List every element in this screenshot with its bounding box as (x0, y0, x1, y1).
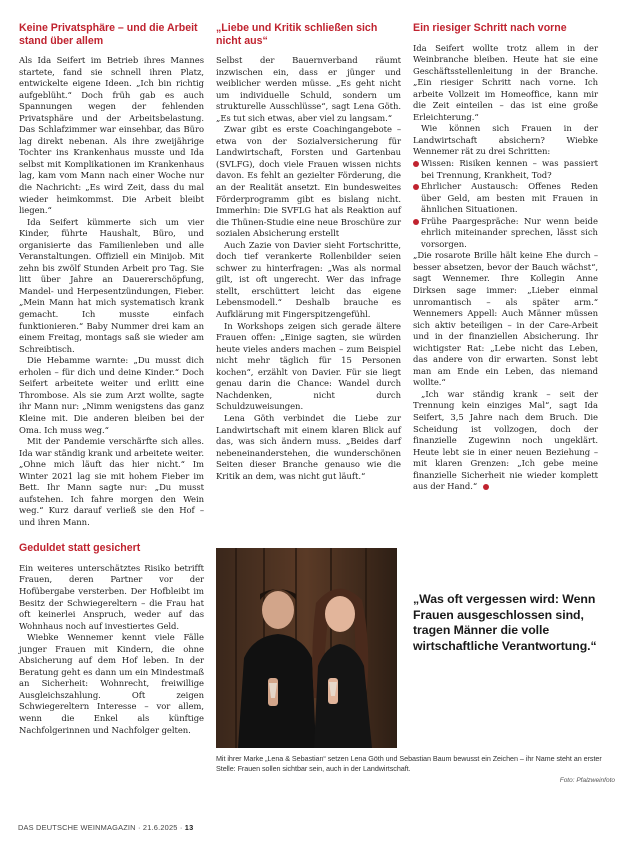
paragraph: In Workshops zeigen sich gerade ältere Frauen offen: „Einige sagten, sie würden heute vieles anders machen – zum Beispiel nicht mehr täglich für 15 Personen kochen“, erzählt von Davier. Für sie liegt genau darin die Chance: Wandel durch Nachdenken, nicht durch Schuldzuweisungen. (216, 320, 401, 412)
tips-list (413, 158, 598, 250)
page-number: 13 (184, 823, 194, 832)
section-heading: Keine Privatsphäre – und die Arbeit stand über allem (19, 22, 198, 47)
article-column-2 (216, 22, 401, 482)
list-item: Wissen: Risiken kennen – was passiert bei Trennung, Krankheit, Tod? (413, 158, 598, 181)
magazine-name: DAS DEUTSCHE WEINMAGAZIN (18, 823, 136, 832)
paragraph: Wie können sich Frauen in der Landwirtschaft absichern? Wiebke Wennemer rät zu drei Schritten: (413, 123, 598, 157)
list-item: Ehrlicher Austausch: Offenes Reden über Geld, am besten mit Frauen in ähnlichen Situationen. (413, 181, 598, 216)
photo-caption: Mit ihrer Marke „Lena & Sebastian“ setzen Lena Göth und Sebastian Baum bewusst ein Zeichen – ihr Name steht an erster Stelle: Frauen sollen sichtbar sein, auch in der Landwirtschaft. (216, 754, 602, 773)
paragraph: Ida Seifert wollte trotz allem in der Weinbranche bleiben. Heute hat sie eine Geschäftsstellenleitung in der Branche. „Ein riesiger Schritt nach vorne. Ich arbeite Vollzeit im Homeoffice, kann mir die Zeit einteilen – das ist eine große Erleichterung.“ (413, 42, 598, 122)
paragraph (413, 389, 598, 493)
list-item: Frühe Paargespräche: Nur wenn beide ehrlich miteinander sprechen, lässt sich vorsorgen. (413, 216, 598, 251)
paragraph-text: „Ich war ständig krank – seit der Trennung kein einziges Mal“, sagt Ida Seifert, 3,5 Jahre nach dem Bruch. Die Scheidung ist vollzogen, doch der finanzielle Zugewinn noch ungeklärt. Heute lebt sie in einer neuen Beziehung – mit klaren Grenzen: „Ich gebe meine finanzielle Sicherheit nie wieder komplett aus der Hand.“ (413, 388, 598, 492)
issue-date: 21.6.2025 (142, 823, 178, 832)
paragraph: Mit der Pandemie verschärfte sich alles. Ida war ständig krank und arbeitete weiter. „Ohne mich läuft das hier nicht.“ Im Winter 2021 lag sie mit hohem Fieber im Bett. Ihr Mann sagte nur: „Du musst aufstehen. Ich fahre morgen den Wein weg.“ Kurz darauf verließ sie den Hof – und ihren Mann. (19, 436, 204, 527)
separator: · (138, 823, 143, 832)
couple-photo (216, 548, 397, 748)
page-footer (18, 823, 193, 832)
section-heading: Ein riesiger Schritt nach vorne (413, 22, 567, 34)
paragraph: Ida Seifert kümmerte sich um vier Kinder, führte Haushalt, Büro, und organisierte das Familienleben und alle Veranstaltungen. Offiziell ein Minijob. Mit zehn bis zwölf Stunden Arbeit pro Tag. Sie litt über Jahre an Dauererschöpfung, Mandel- und Herpesentzündungen, Fieber. „Mein Mann hat mich systematisch krank gemacht. Ich musste einfach funktionieren.“ Baby Nummer drei kam an einem Freitag, montags saß sie wieder am Schreibtisch. (19, 216, 204, 354)
paragraph: Ein weiteres unterschätztes Risiko betrifft Frauen, deren Partner vor der Hofübergabe versterben. Der Hofbleibt im Besitz der Schwiegereltern – die Frau hat oft keinerlei Anspruch, weder auf das Wohnhaus noch auf investiertes Geld. (19, 562, 204, 631)
paragraph: Auch Zazie von Davier sieht Fortschritte, doch tief verankerte Rollenbilder seien schwer zu hinterfragen: „Was als normal gilt, ist oft ungerecht. Wer das infrage stellt, erschüttert leicht das eigene Lebensmodell.“ Deshalb brauche es Aufklärung mit Fingerspitzengefühl. (216, 239, 401, 320)
paragraph: Zwar gibt es erste Coachingangebote – etwa von der Sozialversicherung für Landwirtschaft, Forsten und Gartenbau (SVLFG), doch viele Frauen wissen nichts davon. Es fehlt an gezielter Förderung, die an der Realität ansetzt. Ein bundesweites Förderprogramm gibt es bislang nicht. Immerhin: Die SVFLG hat als Reaktion auf die Thünen-Studie eine neue Broschüre zur sozialen Absicherung erstellt (216, 124, 401, 239)
separator: · (179, 823, 185, 832)
paragraph: Als Ida Seifert im Betrieb ihres Mannes startete, fand sie schnell ihren Platz, entwickelte eigene Ideen. „Ich bin richtig aufgeblüht.“ Doch früh gab es auch Spannungen wegen der fehlenden Privatsphäre und der Arbeitsbelastung. Das Schlafzimmer war einsehbar, das Büro lag direkt nebenan. Als ihre zweijährige Tochter ins Krankenhaus musste und Ida selbst mit Komplikationen im Krankenhaus lag, kam vom Mann nach einer Woche nur die Nachricht: „Es wird Zeit, dass du mal wieder heimkommst. Die Arbeit bleibt liegen.“ (19, 55, 204, 216)
article-end-marker (483, 484, 489, 490)
section-heading: Geduldet statt gesichert (19, 542, 141, 555)
paragraph: „Die rosarote Brille hält keine Ehe durch – besser absetzen, bevor der Bauch wächst“, sagt Wennemer. Ihre Kollegin Anne Dirksen sage immer: „Lieber einmal unromantisch – als später arm.“ Wennemers Appell: Auch Männer müssen sich aktiv beteiligen – in der Care-Arbeit und in der finanziellen Absicherung. Ihr wichtigster Rat: „Lebe nicht das Leben, das andere von dir erwarten. Sonst lebt man am Ende ein Leben, das niemand wollte.“ (413, 250, 598, 388)
paragraph: Selbst der Bauernverband räumt inzwischen ein, dass er jünger und weiblicher werden müsse. „Es geht nicht um individuelle Schuld, sondern um strukturelle Ausschlüsse“, sagt Lena Göth. „Es tut sich etwas, aber viel zu langsam.“ (216, 55, 401, 123)
paragraph: Lena Göth verbindet die Liebe zur Landwirtschaft mit einem klaren Blick auf das, was sich ändern muss. „Beides darf nebeneinanderstehen, die wunderschönen Seiten dieser Branche genauso wie die Kritik an dem, was nicht gut läuft.“ (216, 412, 401, 481)
pull-quote: „Was oft vergessen wird: Wenn Frauen ausgeschlossen sind, tragen Männer die volle wirtschaftliche Verantwortung.“ (413, 592, 597, 654)
paragraph: Die Hebamme warnte: „Du musst dich erholen – für dich und deine Kinder.“ Doch Seifert arbeitete weiter und erlitt eine Thrombose. Als sie zum Arzt wollte, sagte ihr Mann nur: „Nimm wenigstens das ganz Kleine mit. Die anderen bleiben bei der Oma. Ich muss weg.“ (19, 355, 204, 435)
photo-credit: Foto: Pfalzweinfoto (559, 777, 615, 784)
paragraph: Wiebke Wennemer kennt viele Fälle junger Frauen mit Kindern, die ohne Absicherung auf dem Hof leben. In der Beratung geht es dann um ein Mindestmaß an Sicherheit: Wohnrecht, freiwillige Ausgleichszahlung. Oft zeigen Schwiegereltern Interesse – vor allem, wenn die Enkel als künftige Nachfolgerinnen und Nachfolger gelten. (19, 632, 204, 735)
section-heading: „Liebe und Kritik schließen sich nicht aus“ (216, 22, 378, 47)
article-column-3 (413, 22, 598, 493)
article-column-1 (19, 22, 204, 736)
